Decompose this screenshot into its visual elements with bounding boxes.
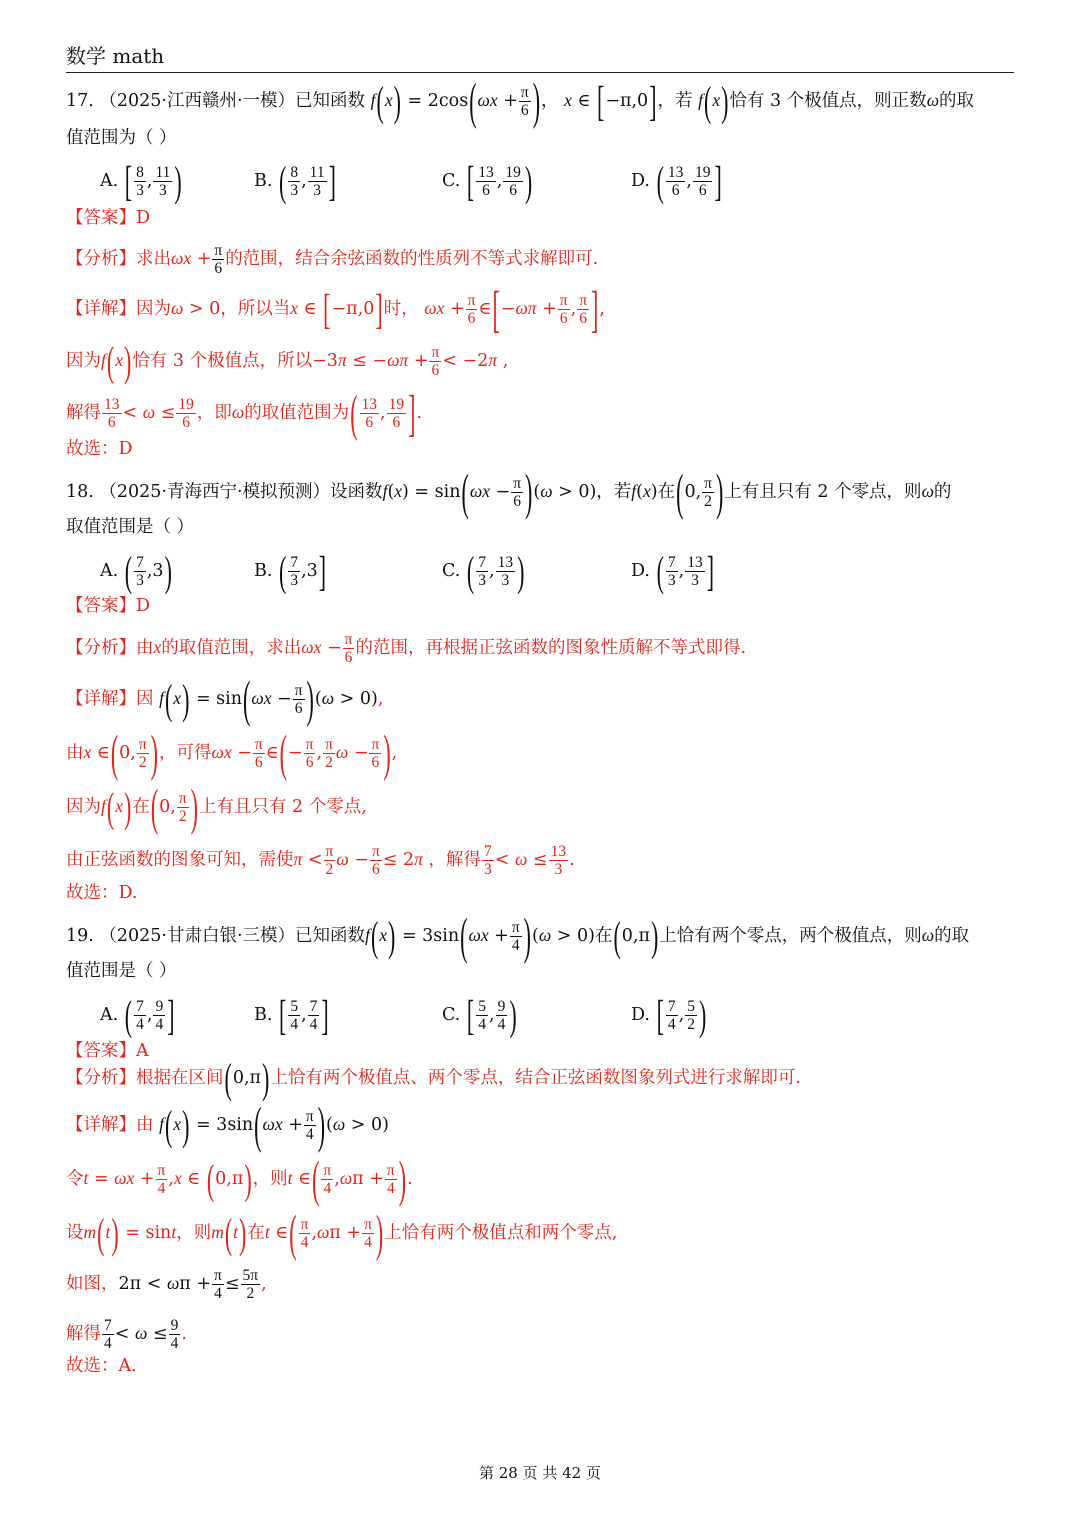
q18-option-a[interactable]: A. ( $\frac{7}{3}$ ,3) (100, 546, 172, 595)
q19-option-c[interactable]: C. [ $\frac{5}{4}$ , $\frac{9}{4}$ ) (442, 990, 517, 1039)
q17-answer: 【答案】D (66, 208, 151, 228)
q17-option-b[interactable]: B. ( $\frac{8}{3}$ , $\frac{11}{3}$ ] (254, 156, 336, 205)
q17-option-c[interactable]: C. [ $\frac{13}{6}$ , $\frac{19}{6}$ ) (442, 156, 533, 205)
q18-option-b[interactable]: B. ( $\frac{7}{3}$ ,3] (254, 546, 327, 595)
q17-stem-cont: 值范围为（ ） (66, 128, 177, 148)
q18-option-c[interactable]: C. ( $\frac{7}{3}$ , $\frac{13}{3}$ ) (442, 546, 525, 595)
q18-stem-cont: 取值范围是（ ） (66, 517, 195, 537)
q18-conclusion: 故选：D. (66, 883, 138, 903)
q19-answer: 【答案】A (66, 1041, 149, 1061)
q18-answer: 【答案】D (66, 596, 151, 616)
q17-stem: 17. （2025·江西赣州·一模）已知函数 f(x) = 2cos(ωx + $\frac{\pi}{6}$ )， x ∈ [−π,0]，若 f(x)恰有 3 个极值点，则正数ω的取 (66, 71, 975, 130)
q19-stem-cont: 值范围是（ ） (66, 961, 177, 981)
q18-detail-1: 【详解】因 f(x) = sin(ωx − $\frac{\pi}{6}$ )(ω > 0), (66, 669, 384, 728)
q17-option-a[interactable]: A. [ $\frac{8}{3}$ , $\frac{11}{3}$ ) (100, 156, 182, 205)
q18-detail-4: 由正弦函数的图象可知，需使π < $\frac{\pi}{2}$ ω − $\frac{\pi}{6}$ ≤ 2π ，解得 $\frac{7}{3}$ < ω ≤ $\frac{13}{3}$ . (66, 843, 575, 878)
q19-detail-2: 令t = ωx + $\frac{\pi}{4}$ ,x ∈ (0,π)，则t ∈( $\frac{\pi}{4}$ ,ωπ + $\frac{\pi}{4}$ ). (66, 1149, 413, 1208)
q19-option-d[interactable]: D. [ $\frac{7}{4}$ , $\frac{5}{2}$ ) (631, 990, 707, 1039)
q17-conclusion: 故选：D (66, 439, 133, 459)
q19-analysis: 【分析】根据在区间(0,π)上恰有两个极值点、两个零点，结合正弦函数图象列式进行求解即可. (66, 1053, 801, 1102)
q19-detail-4: 如图，2π < ωπ + $\frac{\pi}{4}$ ≤ $\frac{5\pi}{2}$ , (66, 1267, 267, 1302)
q19-stem: 19. （2025·甘肃白银·三模）已知函数f(x) = 3sin(ωx + $\frac{\pi}{4}$ )(ω > 0)在(0,π)上恰有两个零点，两个极值点，则ω的取 (66, 906, 970, 965)
q19-detail-5: 解得 $\frac{7}{4}$ < ω ≤ $\frac{9}{4}$ . (66, 1317, 187, 1352)
q18-detail-2: 由x ∈(0, $\frac{\pi}{2}$ )，可得ωx − $\frac{\pi}{6}$ ∈(− $\frac{\pi}{6}$ , $\frac{\pi}{2}$ ω − $\frac{\pi}{6}$ ), (66, 723, 398, 782)
q19-option-b[interactable]: B. [ $\frac{5}{4}$ , $\frac{7}{4}$ ] (254, 990, 329, 1039)
q17-detail-3: 解得 $\frac{13}{6}$ < ω ≤ $\frac{19}{6}$ ，即ω的取值范围为( $\frac{13}{6}$ , $\frac{19}{6}$ ]. (66, 383, 422, 442)
q18-detail-3: 因为f(x)在(0, $\frac{\pi}{2}$ )上有且只有 2 个零点, (66, 777, 367, 836)
q18-stem: 18. （2025·青海西宁·模拟预测）设函数f(x) = sin(ωx − $\frac{\pi}{6}$ )(ω > 0)，若f(x)在(0, $\frac{\pi}{2}$ )上有且只有 2 个零点，则ω的 (66, 462, 952, 521)
q17-stem-text: 17. （2025·江西赣州·一模）已知函数 (66, 91, 366, 111)
page-footer: 第 28 页 共 42 页 (478, 1464, 601, 1482)
q19-detail-1: 【详解】由 f(x) = 3sin(ωx + $\frac{\pi}{4}$ )(ω > 0) (66, 1095, 389, 1154)
q19-option-a[interactable]: A. ( $\frac{7}{4}$ , $\frac{9}{4}$ ] (100, 990, 175, 1039)
page-header (66, 40, 1014, 73)
q17-analysis: 【分析】求出ωx + $\frac{\pi}{6}$ 的范围，结合余弦函数的性质列不等式求解即可. (66, 242, 599, 277)
q19-detail-3: 设m(t) = sint，则m(t)在t ∈( $\frac{\pi}{4}$ ,ωπ + $\frac{\pi}{4}$ )上恰有两个极值点和两个零点, (66, 1203, 618, 1262)
q17-detail-1: 【详解】因为ω > 0，所以当x ∈ [−π,0]时， ωx + $\frac{\pi}{6}$ ∈[−ωπ + $\frac{\pi}{6}$ , $\frac{\pi}{6}$ ], (66, 279, 605, 338)
q18-analysis: 【分析】由x的取值范围，求出ωx − $\frac{\pi}{6}$ 的范围，再根据正弦函数的图象性质解不等式即得. (66, 631, 747, 666)
q18-option-d[interactable]: D. ( $\frac{7}{3}$ , $\frac{13}{3}$ ] (631, 546, 715, 595)
q17-detail-2: 因为f(x)恰有 3 个极值点，所以−3π ≤ −ωπ + $\frac{\pi}{6}$ < −2π , (66, 336, 509, 385)
header-title: 数学 math (66, 44, 165, 68)
q17-option-d[interactable]: D. ( $\frac{13}{6}$ , $\frac{19}{6}$ ] (631, 156, 722, 205)
q19-conclusion: 故选：A. (66, 1356, 137, 1376)
